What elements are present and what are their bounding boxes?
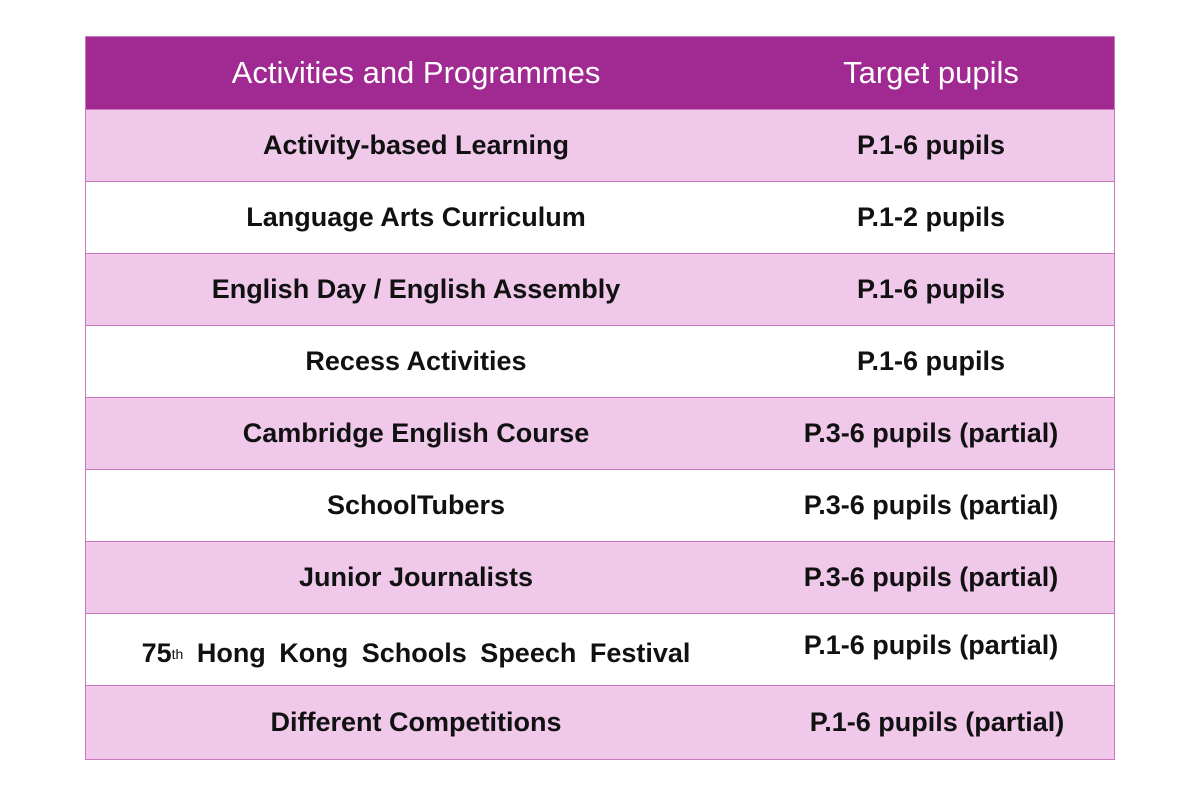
table-row [86,397,1114,469]
target-cell: P.1-6 pupils [856,274,1006,304]
table-row [86,325,1114,397]
target-cell: P.3-6 pupils (partial) [803,418,1059,448]
target-cell: P.1-2 pupils [856,202,1006,232]
table-row [86,253,1114,325]
target-cell: P.3-6 pupils (partial) [803,562,1059,592]
table-row [86,181,1114,253]
activity-cell: Different Competitions [270,707,562,737]
target-cell: P.1-6 pupils (partial) [803,630,1059,660]
table-row [86,613,1114,685]
activity-cell: SchoolTubers [326,490,506,520]
table-header [86,37,1114,109]
target-cell: P.1-6 pupils (partial) [809,707,1065,737]
table-row [86,469,1114,541]
activity-cell: Recess Activities [305,346,527,376]
activity-cell: English Day / English Assembly [211,274,621,304]
target-cell: P.3-6 pupils (partial) [803,490,1059,520]
activity-ordinal-suffix: th [171,645,184,662]
activities-table [85,36,1115,760]
header-activities: Activities and Programmes [231,55,601,90]
activity-cell: Language Arts Curriculum [246,202,586,232]
activity-cell: Activity-based Learning [262,130,570,160]
target-cell: P.1-6 pupils [856,130,1006,160]
activity-cell: Cambridge English Course [242,418,590,448]
target-cell: P.1-6 pupils [856,346,1006,376]
header-target-pupils: Target pupils [843,55,1019,90]
activity-name: Hong Kong Schools Speech Festival [196,638,691,668]
table-row [86,541,1114,613]
activity-cell: Junior Journalists [298,562,534,592]
activity-ordinal: 75 [141,638,172,668]
table-row [86,109,1114,181]
activity-cell [86,614,746,685]
table-row [86,685,1114,759]
